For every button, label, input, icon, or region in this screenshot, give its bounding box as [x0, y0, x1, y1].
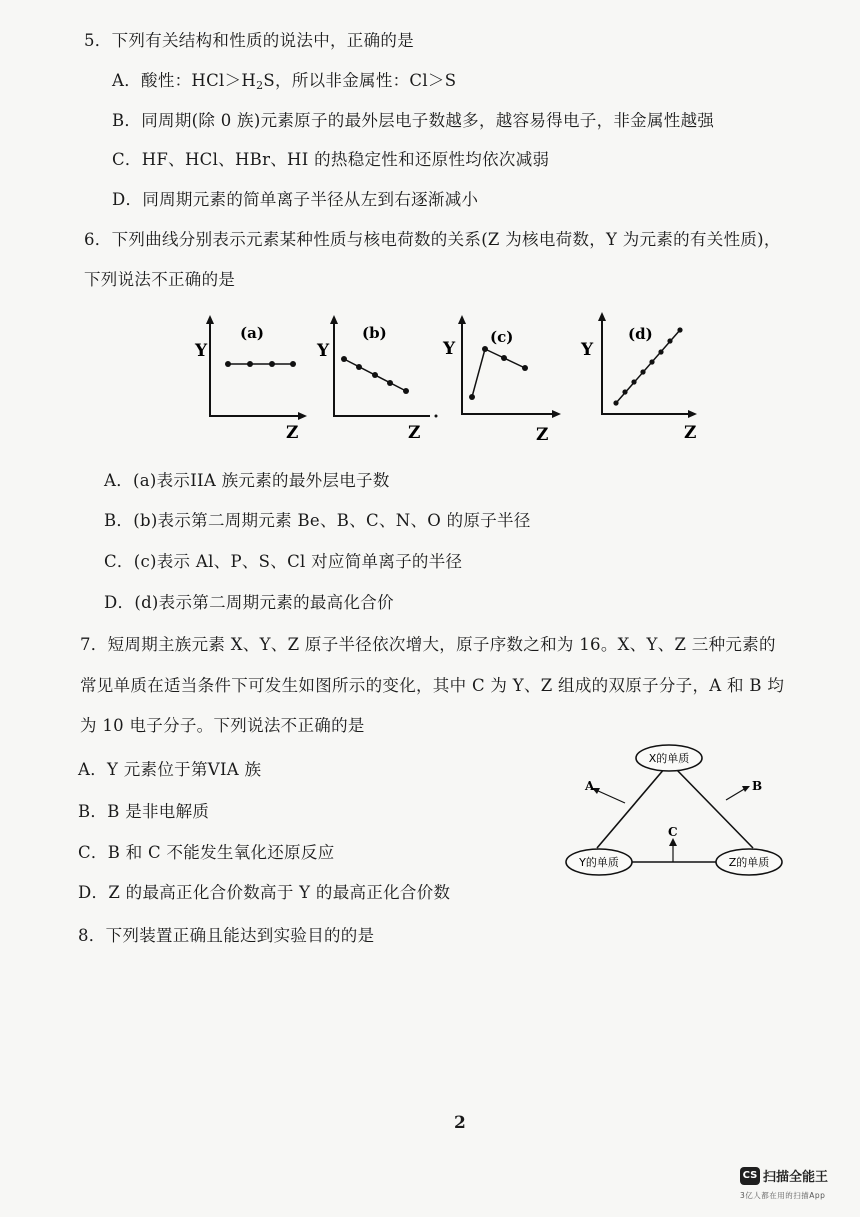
q6-option-b: B．(b)表示第二周期元素 Be、B、C、N、O 的原子半径 [104, 511, 531, 530]
q8-stem: 8．下列装置正确且能达到实验目的的是 [78, 926, 375, 945]
reaction-triangle-diagram [560, 738, 790, 888]
q5-option-a-subscript: 2 [256, 79, 264, 92]
scanner-app-name: 扫描全能王 [763, 1170, 829, 1185]
q7-option-c: C．B 和 C 不能发生氧化还原反应 [78, 843, 335, 862]
graph-a-x-label: Z [286, 423, 299, 442]
q5-option-a-pre: A．酸性：HCl＞H [112, 71, 257, 90]
graph-a-label: (a) [240, 324, 264, 342]
q7-option-d: D．Z 的最高正化合价数高于 Y 的最高正化合价数 [78, 883, 451, 902]
graph-b [314, 312, 448, 442]
scanner-slogan: 3亿人都在用的扫描App [740, 1191, 826, 1200]
node-y-element: Y的单质 [579, 856, 619, 869]
q5-option-d: D．同周期元素的简单离子半径从左到右逐渐减小 [112, 190, 479, 209]
graph-c-label: (c) [490, 328, 514, 346]
graph-b-y-label: Y [317, 341, 330, 361]
graph-a-y-label: Y [195, 341, 208, 361]
q5-option-c: C．HF、HCl、HBr、HI 的热稳定性和还原性均依次减弱 [112, 150, 550, 169]
q5-option-b: B．同周期(除 0 族)元素原子的最外层电子数越多，越容易得电子，非金属性越强 [112, 111, 715, 130]
graph-b-label: (b) [362, 324, 387, 342]
q7-stem-line3: 为 10 电子分子。下列说法不正确的是 [80, 716, 365, 735]
q5-option-a [112, 70, 456, 97]
q5-stem: 5．下列有关结构和性质的说法中，正确的是 [84, 31, 414, 50]
q7-stem-line2: 常见单质在适当条件下可发生如图所示的变化，其中 C 为 Y、Z 组成的双原子分子，A 和 B 均 [80, 676, 785, 695]
q6-option-d: D．(d)表示第二周期元素的最高化合价 [104, 593, 394, 612]
graph-c-x-label: Z [536, 425, 549, 444]
graph-c-y-label: Y [443, 339, 456, 359]
q6-stem-line1: 6．下列曲线分别表示元素某种性质与核电荷数的关系(Z 为核电荷数，Y 为元素的有关性质)， [84, 230, 781, 249]
label-a: A [585, 779, 595, 793]
graph-b-x-label: Z [408, 423, 421, 442]
graph-d [578, 310, 708, 442]
q5-option-a-post: S，所以非金属性：Cl＞S [263, 71, 457, 90]
scanner-logo-icon: CS [740, 1167, 760, 1185]
node-z-element: Z的单质 [728, 856, 770, 869]
label-c: C [668, 825, 678, 839]
label-b: B [752, 779, 763, 793]
scanner-watermark [740, 1165, 828, 1185]
graph-d-y-label: Y [581, 340, 594, 360]
graph-d-label: (d) [628, 325, 653, 343]
q7-stem-line1: 7．短周期主族元素 X、Y、Z 原子半径依次增大，原子序数之和为 16。X、Y、Z 三种元素的 [80, 635, 776, 654]
q7-option-b: B．B 是非电解质 [78, 802, 210, 821]
q6-stem-line2: 下列说法不正确的是 [84, 270, 236, 289]
page-number: 2 [454, 1113, 466, 1133]
q6-option-a: A．(a)表示IIA 族元素的最外层电子数 [104, 471, 390, 490]
graph-a [190, 312, 320, 442]
graph-c [440, 312, 570, 444]
q7-option-a: A．Y 元素位于第VIA 族 [78, 760, 262, 779]
q6-option-c: C．(c)表示 Al、P、S、Cl 对应简单离子的半径 [104, 552, 463, 571]
graph-d-x-label: Z [684, 423, 697, 442]
node-x-element: X的单质 [648, 752, 690, 765]
